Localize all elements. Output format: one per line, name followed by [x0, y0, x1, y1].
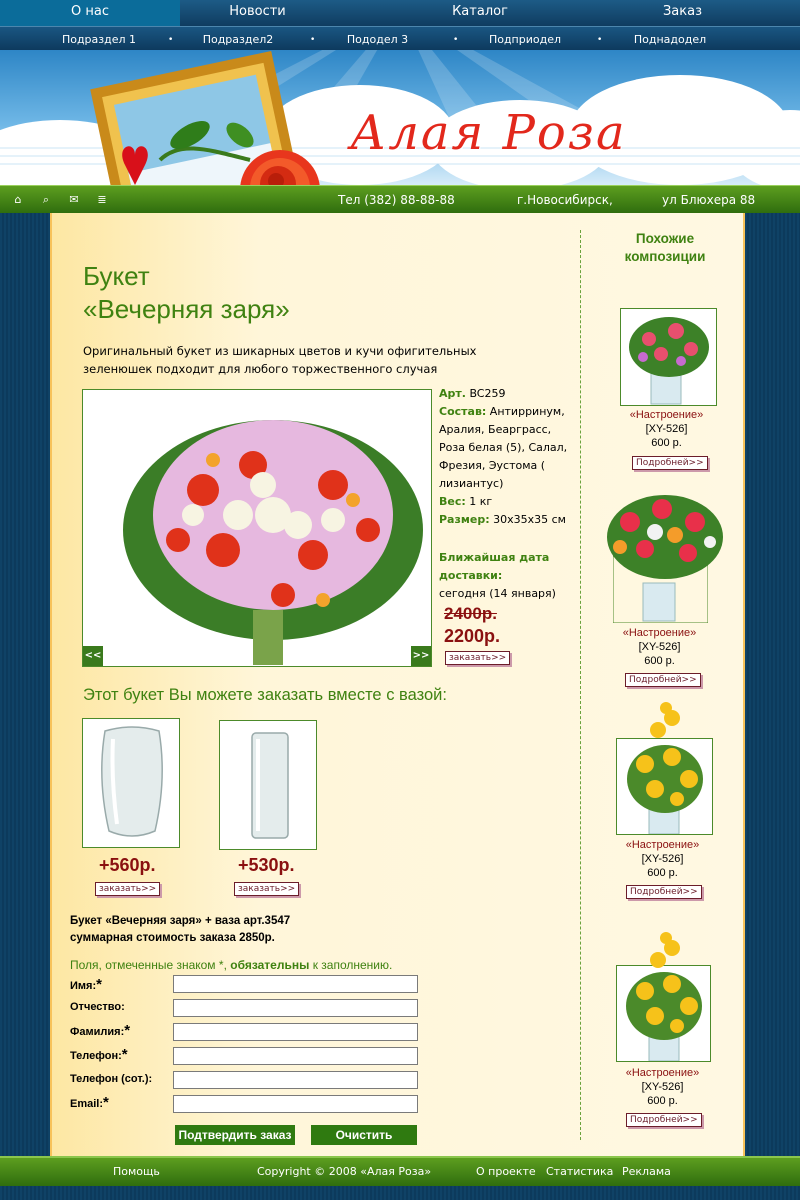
search-icon[interactable]: ⌕	[42, 193, 50, 206]
composition-line: лизиантус)	[439, 477, 504, 490]
size-value: 30x35x35 см	[489, 513, 566, 526]
current-price: 2200р.	[444, 626, 501, 646]
vase-order-button-2[interactable]: заказать>>	[234, 882, 299, 896]
similar-item-info	[596, 1066, 729, 1108]
footer-link-about[interactable]: О проекте	[476, 1165, 536, 1178]
field-label: Телефон:	[70, 1050, 122, 1062]
delivery-label: Ближайшая дата	[439, 551, 550, 564]
footer-link-ads[interactable]: Реклама	[622, 1165, 671, 1178]
bouquet-illustration	[83, 390, 432, 667]
home-icon[interactable]: ⌂	[14, 193, 22, 206]
next-image-button[interactable]: >>	[411, 646, 431, 666]
composition-line: Роза белая (5), Салал,	[439, 441, 568, 454]
similar-item-code: [XY-526]	[638, 641, 681, 653]
composition-line: Аралия, Беаргрaсс,	[439, 423, 552, 436]
order-summary	[70, 913, 290, 947]
product-composition	[439, 403, 579, 421]
prev-image-button[interactable]: <<	[83, 646, 103, 666]
label-mobile-phone	[70, 1073, 152, 1085]
similar-item-price: 600 р.	[647, 867, 678, 879]
label-phone	[70, 1046, 128, 1063]
subnav-separator: •	[453, 35, 459, 45]
subnav-separator: •	[168, 35, 174, 45]
page-title	[83, 260, 290, 326]
title-line-2: «Вечерняя заря»	[83, 294, 290, 324]
nav-tab-order[interactable]: Заказ	[662, 4, 703, 19]
similar-item-name[interactable]: «Настроение»	[625, 839, 700, 851]
mobile-phone-input[interactable]	[173, 1071, 418, 1089]
subnav-item-3[interactable]: Пододел 3	[346, 33, 409, 46]
similar-item-price: 600 р.	[647, 1095, 678, 1107]
note-text: к заполнению.	[309, 958, 393, 972]
vase-price-2: +530р.	[238, 855, 295, 875]
composition-line: Антирринум,	[486, 405, 565, 418]
label-first-name	[70, 976, 102, 993]
subnav-item-2[interactable]: Подраздел2	[202, 33, 274, 46]
subnav-separator: •	[597, 35, 603, 45]
similar-item-name[interactable]: «Настроение»	[622, 627, 697, 639]
label-email	[70, 1094, 109, 1111]
art-label: Арт.	[439, 387, 466, 400]
field-label: Отчество:	[70, 1001, 125, 1013]
nav-tab-catalog[interactable]: Каталог	[452, 4, 508, 19]
patronymic-input[interactable]	[173, 999, 418, 1017]
bouquet-thumbnail	[621, 309, 717, 406]
similar-heading-line: Похожие	[635, 231, 695, 246]
field-label: Фамилия:	[70, 1026, 125, 1038]
similar-item-name[interactable]: «Настроение»	[625, 1067, 700, 1079]
similar-item-code: [XY-526]	[645, 423, 688, 435]
contact-street: ул Блюхера 88	[662, 193, 756, 207]
bouquet-thumbnail-top	[640, 700, 690, 740]
composition-label: Состав:	[439, 405, 487, 418]
bouquet-thumbnail-flowers	[600, 487, 730, 592]
similar-heading-line: композиции	[624, 249, 706, 264]
vase-illustration	[83, 719, 180, 848]
similar-item-price: 600 р.	[651, 437, 682, 449]
vase-order-button-1[interactable]: заказать>>	[95, 882, 160, 896]
old-price: 2400р.	[444, 604, 497, 623]
subnav-item-5[interactable]: Поднадодел	[633, 33, 707, 46]
required-mark: *	[96, 976, 102, 993]
description-line-1: Оригинальный букет из шикарных цветов и кучи офигительных	[83, 344, 477, 358]
similar-item-code: [XY-526]	[641, 1081, 684, 1093]
similar-item-image[interactable]	[616, 965, 711, 1062]
nav-tab-news[interactable]: Новости	[229, 4, 286, 19]
vase-image-1[interactable]	[82, 718, 180, 848]
delivery-label: доставки:	[439, 569, 503, 582]
similar-item-details-button[interactable]: Подробней>>	[625, 673, 701, 687]
summary-line-2: суммарная стоимость заказа 2850р.	[70, 932, 275, 944]
similar-heading	[600, 230, 730, 266]
field-label: Email:	[70, 1098, 104, 1110]
form-note	[70, 958, 392, 972]
similar-item-details-button[interactable]: Подробней>>	[626, 1113, 702, 1127]
column-divider	[580, 230, 581, 1140]
vase-illustration	[220, 721, 317, 850]
title-line-1: Букет	[83, 261, 150, 291]
similar-item-image[interactable]	[620, 308, 717, 406]
vase-image-2[interactable]	[219, 720, 317, 850]
field-label: Имя:	[70, 980, 97, 992]
similar-item-name[interactable]: «Настроение»	[629, 409, 704, 421]
similar-item-image[interactable]	[616, 738, 713, 835]
weight-label: Вес:	[439, 495, 466, 508]
footer-help-link[interactable]: Помощь	[113, 1165, 160, 1178]
top-navigation	[0, 0, 800, 26]
label-last-name	[70, 1022, 130, 1039]
contact-phone: Тел (382) 88-88-88	[338, 193, 455, 207]
bouquet-thumbnail-top	[640, 930, 690, 970]
left-border	[0, 213, 50, 1156]
note-text: Поля, отмеченные знаком *,	[70, 958, 231, 972]
subnav-item-4[interactable]: Подприодел	[488, 33, 562, 46]
footer	[0, 1156, 800, 1186]
logo-text: Алая Роза	[350, 105, 627, 161]
mail-icon[interactable]: ✉	[69, 193, 79, 206]
similar-item-code: [XY-526]	[641, 853, 684, 865]
bottom-border	[0, 1186, 800, 1200]
similar-item-details-button[interactable]: Подробней>>	[626, 885, 702, 899]
right-border	[745, 213, 800, 1156]
similar-item-details-button[interactable]: Подробней>>	[632, 456, 708, 470]
last-name-input[interactable]	[173, 1023, 418, 1041]
vases-heading: Этот букет Вы можете заказать вместе с вазой:	[83, 686, 447, 704]
product-details	[439, 385, 579, 603]
sub-navigation	[0, 26, 800, 50]
product-weight	[439, 493, 579, 511]
clear-form-button[interactable]: Очистить	[311, 1125, 417, 1145]
subnav-item-1[interactable]: Подраздел 1	[61, 33, 137, 46]
required-mark: *	[124, 1022, 131, 1039]
bouquet-thumbnail	[617, 966, 711, 1062]
email-input[interactable]	[173, 1095, 418, 1113]
footer-copyright: Copyright © 2008 «Алая Роза»	[257, 1165, 432, 1178]
submit-order-button[interactable]: Подтвердить заказ	[175, 1125, 295, 1145]
phone-input[interactable]	[173, 1047, 418, 1065]
footer-link-stats[interactable]: Статистика	[546, 1165, 614, 1178]
product-art	[439, 385, 579, 403]
art-value: BC259	[465, 387, 506, 400]
weight-value: 1 кг	[465, 495, 493, 508]
note-bold: обязательны	[230, 958, 310, 972]
label-patronymic	[70, 1001, 125, 1013]
product-image	[82, 389, 432, 667]
product-description	[83, 342, 476, 378]
field-label: Телефон (сот.):	[70, 1073, 153, 1085]
description-line-2: зеленюшек подходит для любого торжественного случая	[83, 362, 438, 376]
nav-tab-about[interactable]: О нас	[0, 0, 180, 26]
vase-price-1: +560р.	[99, 855, 156, 875]
similar-item-info	[593, 626, 726, 668]
order-button[interactable]: заказать>>	[445, 651, 510, 665]
required-mark: *	[121, 1046, 128, 1063]
composition-line: Фрезия, Эустома (	[439, 459, 546, 472]
sitemap-icon[interactable]: ≣	[97, 193, 107, 206]
required-mark: *	[103, 1094, 109, 1111]
summary-line-1: Букет «Вечерняя заря» + ваза арт.3547	[70, 915, 291, 927]
similar-item-price: 600 р.	[644, 655, 675, 667]
contact-city: г.Новосибирск,	[517, 193, 613, 207]
first-name-input[interactable]	[173, 975, 418, 993]
similar-item-info	[596, 838, 729, 880]
subnav-separator: •	[310, 35, 316, 45]
info-bar	[0, 185, 800, 213]
delivery-value: сегодня (14 января)	[439, 587, 556, 600]
size-label: Размер:	[439, 513, 490, 526]
similar-item-info	[600, 408, 733, 450]
product-size	[439, 511, 579, 529]
bouquet-thumbnail	[617, 739, 713, 835]
